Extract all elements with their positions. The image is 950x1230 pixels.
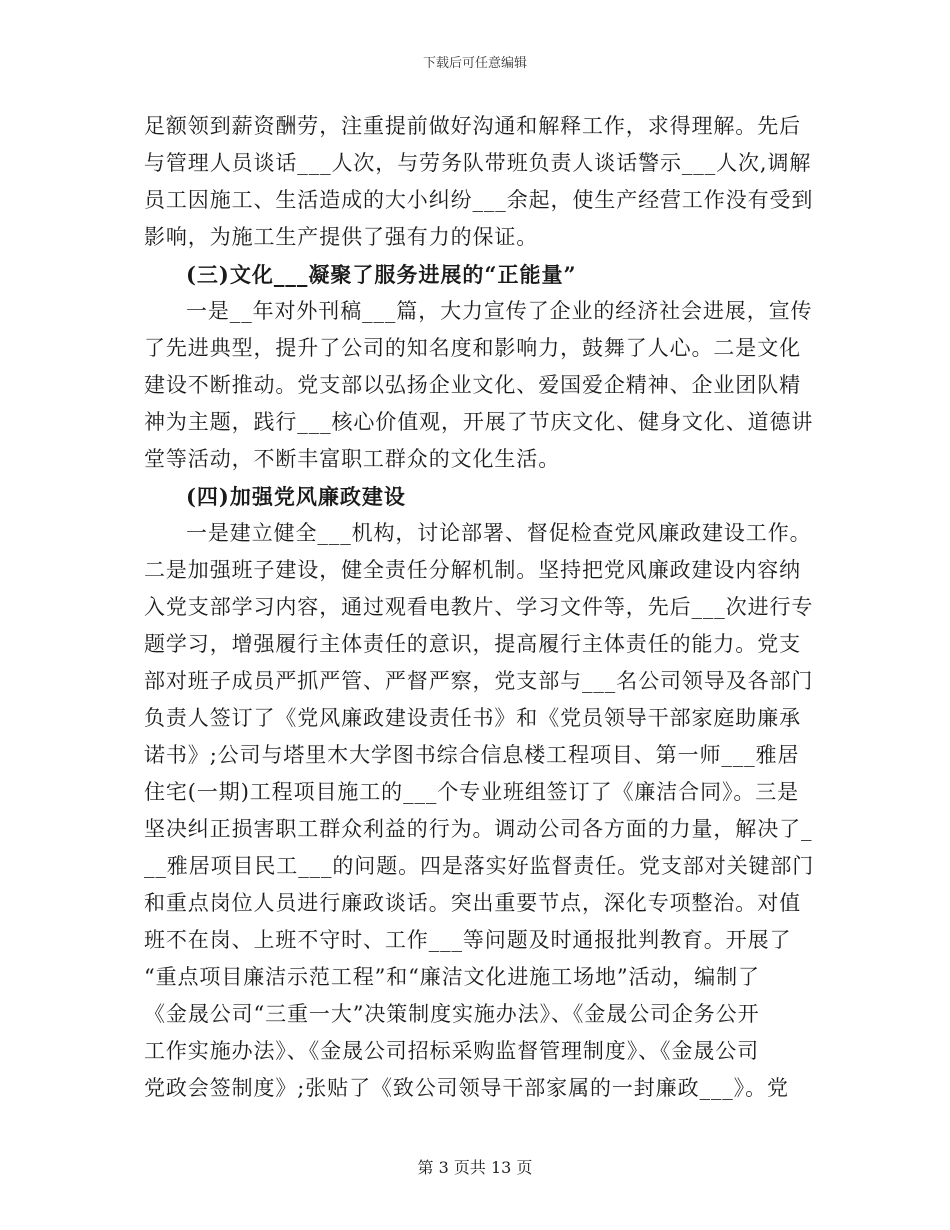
paragraph-line: 与管理人员谈话___人次，与劳务队带班负责人谈话警示___人次,调解 [144, 151, 812, 175]
paragraph-line: 二是加强班子建设，健全责任分解机制。坚持把党风廉政建设内容纳 [144, 558, 801, 582]
paragraph-line: 部对班子成员严抓严管、严督严察，党支部与___名公司领导及各部门 [144, 669, 814, 693]
section-heading: (四)加强党风廉政建设 [186, 484, 406, 509]
paragraph-line: __雅居项目民工___的问题。四是落实好监督责任。党支部对关键部门 [144, 854, 815, 878]
paragraph-line: 了先进典型，提升了公司的知名度和影响力，鼓舞了人心。二是文化 [144, 336, 801, 360]
paragraph-line: 负责人签订了《党风廉政建设责任书》和《党员领导干部家庭助廉承 [144, 706, 801, 730]
paragraph-line: 诺书》;公司与塔里木大学图书综合信息楼工程项目、第一师___雅居 [144, 743, 800, 767]
paragraph-line: 一是建立健全___机构，讨论部署、督促检查党风廉政建设工作。 [186, 521, 812, 545]
paragraph-line: 党政会签制度》;张贴了《致公司领导干部家属的一封廉政___》。党 [144, 1076, 789, 1100]
paragraph-line: 建设不断推动。党支部以弘扬企业文化、爱国爱企精神、企业团队精 [144, 373, 801, 397]
page-header: 下载后可任意编辑 [422, 56, 527, 71]
paragraph-line: 工作实施办法》、《金晟公司招标采购监督管理制度》、《金晟公司 [144, 1039, 759, 1063]
paragraph-line: 住宅(一期)工程项目施工的___个专业班组签订了《廉洁合同》。三是 [144, 780, 800, 804]
paragraph-line: 题学习，增强履行主体责任的意识，提高履行主体责任的能力。党支 [144, 632, 801, 656]
paragraph-line: 影响，为施工生产提供了强有力的保证。 [144, 225, 539, 249]
paragraph-line: 员工因施工、生活造成的大小纠纷___余起，使生产经营工作没有受到 [144, 188, 814, 212]
document-body [144, 108, 815, 1107]
paragraph-line: “重点项目廉洁示范工程”和“廉洁文化进施工场地”活动，编制了 [144, 965, 760, 989]
paragraph-line: 坚决纠正损害职工群众利益的行为。调动公司各方面的力量，解决了_ [144, 817, 813, 841]
paragraph-line: 堂等活动，不断丰富职工群众的文化生活。 [144, 447, 561, 471]
paragraph-line: 一是__年对外刊稿___篇，大力宣传了企业的经济社会进展，宣传 [186, 299, 813, 323]
paragraph-line: 足额领到薪资酬劳，注重提前做好沟通和解释工作，求得理解。先后 [144, 114, 801, 138]
paragraph-line: 入党支部学习内容，通过观看电教片、学习文件等，先后___次进行专 [144, 595, 814, 619]
paragraph-line: 神为主题，践行___核心价值观，开展了节庆文化、健身文化、道德讲 [144, 410, 814, 434]
paragraph-line: 班不在岗、上班不守时、工作___等问题及时通报批判教育。开展了 [144, 928, 792, 952]
page-footer: 第 3 页共 13 页 [417, 1158, 533, 1177]
section-heading: (三)文化___凝聚了服务进展的“正能量” [186, 262, 577, 287]
paragraph-line: 和重点岗位人员进行廉政谈话。突出重要节点，深化专项整治。对值 [144, 891, 801, 915]
paragraph-line: 《金晟公司“三重一大”决策制度实施办法》、《金晟公司企务公开 [144, 1002, 760, 1026]
